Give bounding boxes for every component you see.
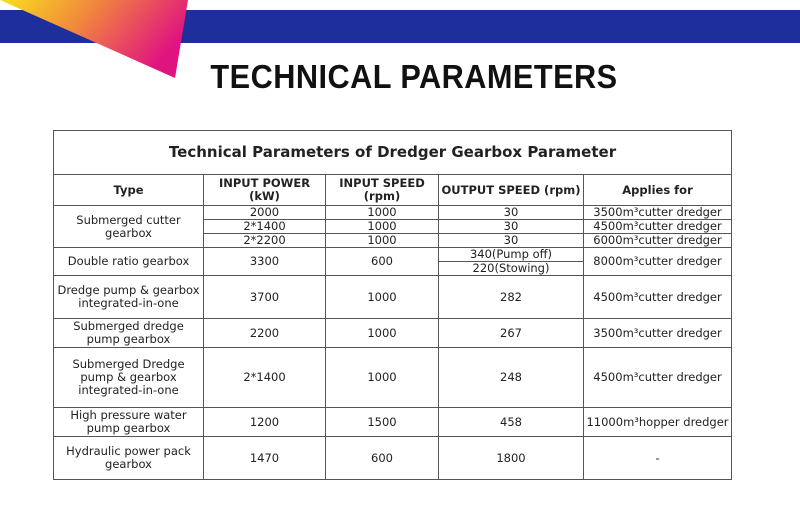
cell-input-speed: 1500 xyxy=(326,408,439,437)
cell-applies-for: 4500m³cutter dredger xyxy=(584,276,732,319)
cell-input-speed: 1000 xyxy=(326,348,439,408)
cell-applies-for: 3500m³cutter dredger xyxy=(584,319,732,348)
header-type: Type xyxy=(54,175,204,206)
cell-input-speed: 1000 xyxy=(326,220,439,234)
table-row xyxy=(54,408,732,437)
parameters-table xyxy=(53,130,732,480)
cell-applies-for: 11000m³hopper dredger xyxy=(584,408,732,437)
cell-applies-for: - xyxy=(584,437,732,480)
cell-input-speed: 600 xyxy=(326,437,439,480)
cell-applies-for: 4500m³cutter dredger xyxy=(584,348,732,408)
cell-output-speed: 30 xyxy=(439,234,584,248)
cell-output-speed: 267 xyxy=(439,319,584,348)
cell-input-power: 3300 xyxy=(204,248,326,276)
cell-input-power: 3700 xyxy=(204,276,326,319)
cell-input-speed: 1000 xyxy=(326,319,439,348)
cell-input-speed: 1000 xyxy=(326,276,439,319)
cell-type: High pressure water pump gearbox xyxy=(54,408,204,437)
table-row xyxy=(54,348,732,408)
cell-input-power: 1470 xyxy=(204,437,326,480)
cell-type: Dredge pump & gearbox integrated-in-one xyxy=(54,276,204,319)
cell-applies-for: 3500m³cutter dredger xyxy=(584,206,732,220)
cell-output-speed: 30 xyxy=(439,206,584,220)
cell-applies-for: 4500m³cutter dredger xyxy=(584,220,732,234)
cell-output-speed: 30 xyxy=(439,220,584,234)
cell-input-power: 2*1400 xyxy=(204,348,326,408)
cell-applies-for: 8000m³cutter dredger xyxy=(584,248,732,276)
cell-input-power: 2200 xyxy=(204,319,326,348)
cell-output-speed: 248 xyxy=(439,348,584,408)
cell-input-power: 1200 xyxy=(204,408,326,437)
cell-type: Submerged cutter gearbox xyxy=(54,206,204,248)
table-row xyxy=(54,206,732,220)
cell-type: Submerged dredge pump gearbox xyxy=(54,319,204,348)
table-row xyxy=(54,437,732,480)
cell-output-speed: 340(Pump off) xyxy=(439,248,584,262)
cell-input-speed: 1000 xyxy=(326,234,439,248)
cell-input-speed: 1000 xyxy=(326,206,439,220)
header-applies-for: Applies for xyxy=(584,175,732,206)
cell-applies-for: 6000m³cutter dredger xyxy=(584,234,732,248)
table-row xyxy=(54,248,732,262)
header-input-speed: INPUT SPEED (rpm) xyxy=(326,175,439,206)
table-row xyxy=(54,319,732,348)
cell-output-speed: 1800 xyxy=(439,437,584,480)
table-caption: Technical Parameters of Dredger Gearbox Parameter xyxy=(54,131,732,175)
cell-input-power: 2000 xyxy=(204,206,326,220)
cell-type: Hydraulic power pack gearbox xyxy=(54,437,204,480)
table-row xyxy=(54,276,732,319)
header-output-speed: OUTPUT SPEED (rpm) xyxy=(439,175,584,206)
cell-output-speed: 220(Stowing) xyxy=(439,262,584,276)
header-input-power: INPUT POWER (kW) xyxy=(204,175,326,206)
cell-output-speed: 282 xyxy=(439,276,584,319)
cell-input-power: 2*1400 xyxy=(204,220,326,234)
cell-output-speed: 458 xyxy=(439,408,584,437)
page-title: TECHNICAL PARAMETERS xyxy=(210,58,618,95)
cell-input-power: 2*2200 xyxy=(204,234,326,248)
cell-input-speed: 600 xyxy=(326,248,439,276)
cell-type: Submerged Dredge pump & gearbox integrated-in-one xyxy=(54,348,204,408)
cell-type: Double ratio gearbox xyxy=(54,248,204,276)
